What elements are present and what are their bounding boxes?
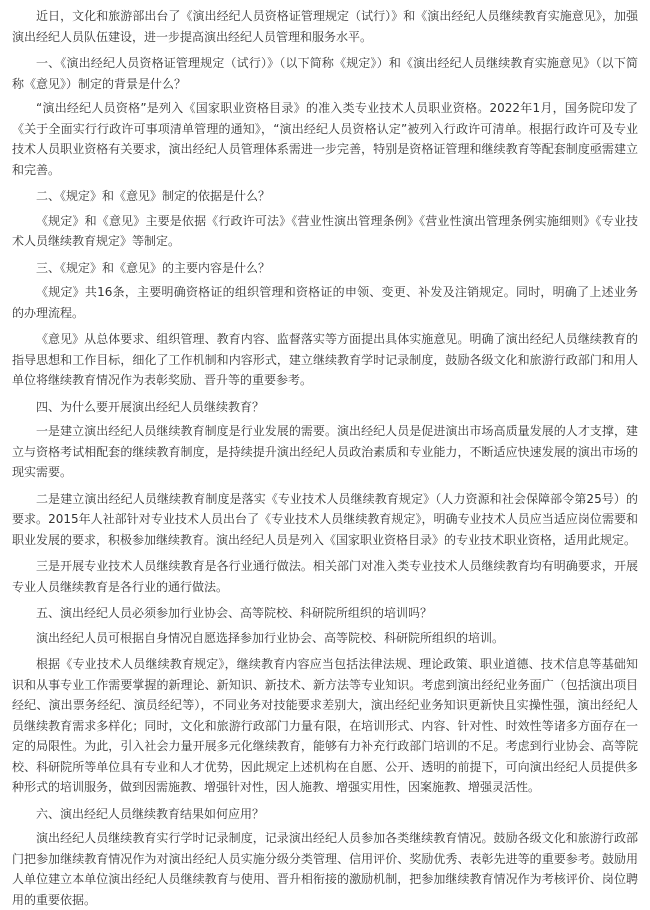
answer-paragraph-4a: 一是建立演出经纪人员继续教育制度是行业发展的需要。演出经纪人员是促进演出市场高质量发展的人才支撑，建立与资格考试相配套的继续教育制度，是持续提升演出经纪人员政治素质和专业能力，不断适应快速发展的演出市场的现实需要。 (12, 424, 638, 479)
question-heading-6: 六、演出经纪人员继续教育结果如何应用？ (36, 806, 265, 821)
question-heading-5: 五、演出经纪人员必须参加行业协会、高等院校、科研院所组织的培训吗？ (36, 606, 433, 620)
answer-paragraph-6: 演出经纪人员继续教育实行学时记录制度，记录演出经纪人员参加各类继续教育情况。鼓励各级文化和旅游行政部门把参加继续教育情况作为对演出经纪人员实施分级分类管理、信用评价、奖励优秀、表彰先进等的重要参考。鼓励用人单位建立本单位演出经纪人员继续教育与使用、晋升相衔接的激励机制，把参加继续教育情况作为考核评价、岗位聘用的重要依据。 (12, 831, 638, 907)
question-heading-1: 一、《演出经纪人员资格证管理规定（试行）》（以下简称《规定》）和《演出经纪人员继续教育实施意见》（以下简称《意见》）制定的背景是什么？ (12, 56, 638, 91)
answer-paragraph-2: 《规定》和《意见》主要是依据《行政许可法》《营业性演出管理条例》《营业性演出管理条例实施细则》《专业技术人员继续教育规定》等制定。 (12, 213, 638, 248)
answer-paragraph-4b: 二是建立演出经纪人员继续教育制度是落实《专业技术人员继续教育规定》（人力资源和社会保障部令第25号）的要求。2015年人社部针对专业技术人员出台了《专业技术人员继续教育规定》，明确专业技术人员应当适应岗位需要和职业发展的要求，积极参加继续教育。演出经纪人员是列入《国家职业资格目录》的专业技术职业资格，适用此规定。 (12, 491, 638, 547)
question-heading-4: 四、为什么要开展演出经纪人员继续教育？ (36, 399, 265, 414)
question-heading-2: 二、《规定》和《意见》制定的依据是什么？ (36, 189, 271, 203)
answer-paragraph-1: “演出经纪人员资格”是列入《国家职业资格目录》的准入类专业技术人员职业资格。2022年1月，国务院印发了《关于全面实行行政许可事项清单管理的通知》，“演出经纪人员资格认定”被列入行政许可清单。根据行政许可及专业技术人员职业资格有关要求，演出经纪人员管理体系需进一步完善，特别是资格证管理和继续教育等配套制度亟需建立和完善。 (12, 101, 638, 177)
intro-paragraph: 近日，文化和旅游部出台了《演出经纪人员资格证管理规定（试行）》和《演出经纪人员继续教育实施意见》，加强演出经纪人员队伍建设，进一步提高演出经纪人员管理和服务水平。 (12, 9, 638, 44)
answer-paragraph-3a: 《规定》共16条，主要明确资格证的组织管理和资格证的申领、变更、补发及注销规定。同时，明确了上述业务的办理流程。 (12, 285, 638, 320)
question-heading-3: 三、《规定》和《意见》的主要内容是什么？ (36, 260, 271, 275)
answer-paragraph-5a: 演出经纪人员可根据自身情况自愿选择参加行业协会、高等院校、科研院所组织的培训。 (36, 630, 505, 645)
answer-paragraph-4c: 三是开展专业技术人员继续教育是各行业通行做法。相关部门对准入类专业技术人员继续教育均有明确要求，开展专业人员继续教育是各行业的通行做法。 (12, 559, 638, 594)
answer-paragraph-3b: 《意见》从总体要求、组织管理、教育内容、监督落实等方面提出具体实施意见。明确了演出经纪人员继续教育的指导思想和工作目标，细化了工作机制和内容形式，建立继续教育学时记录制度，鼓励各级文化和旅游行政部门和用人单位将继续教育情况作为表彰奖励、晋升等的重要参考。 (12, 332, 638, 387)
answer-paragraph-5b: 根据《专业技术人员继续教育规定》，继续教育内容应当包括法律法规、理论政策、职业道德、技术信息等基础知识和从事专业工作需要掌握的新理论、新知识、新技术、新方法等专业知识。考虑到演出经纪业务面广（包括演出项目经纪、演出票务经纪、演员经纪等），不同业务对技能要求差别大，演出经纪业务知识更新快且实操性强，演出经纪人员继续教育需求多样化；同时，文化和旅游行政部门力量有限，在培训形式、内容、针对性、时效性等诸多方面存在一定的局限性。为此，引入社会力量开展多元化继续教育，能够有力补充行政部门培训的不足。考虑到行业协会、高等院校、科研院所等单位具有专业和人才优势，因此规定上述机构在自愿、公开、透明的前提下，可向演出经纪人员提供多种形式的培训服务，做到因需施教、增强针对性，因人施教、增强实用性，因案施教、增强灵活性。 (12, 657, 638, 794)
